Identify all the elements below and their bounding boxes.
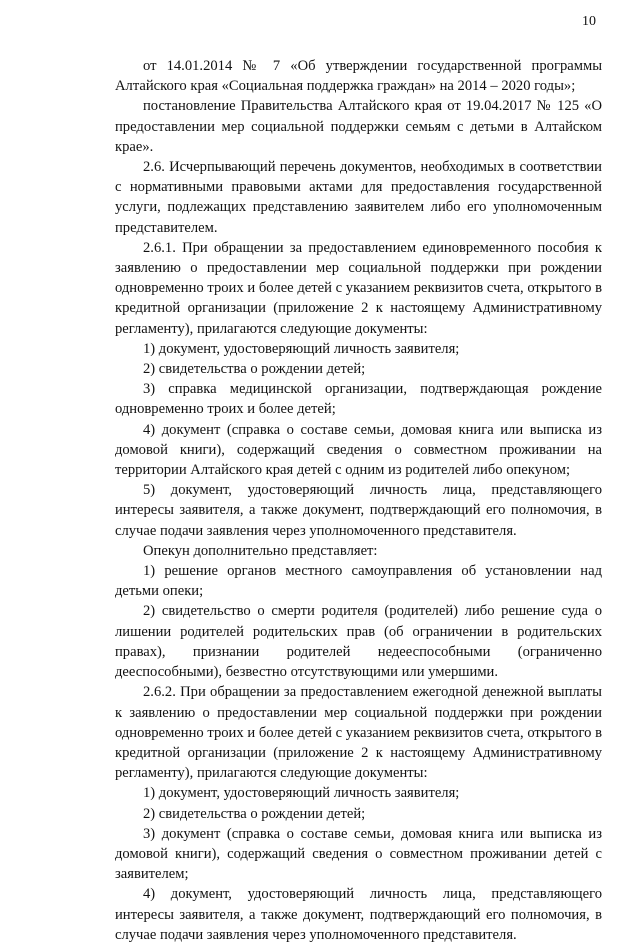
list-item: 3) документ (справка о составе семьи, домовая книга или выписка из домовой книги), содержащий сведения о совместном проживании детей с заявителем; [115,825,602,883]
list-item: 2) свидетельства о рождении детей; [143,805,366,822]
paragraph: постановление Правительства Алтайского края от 19.04.2017 № 125 «О предоставлении мер социальной поддержки семьям с детьми в Алтайском крае». [115,98,602,155]
paragraph: 2.6.2. При обращении за предоставлением ежегодной денежной выплаты к заявлению о предоставлении мер социальной поддержки при рождении одновременно троих и более детей с указанием реквизитов счета, открытого в кредитной организации (приложение 2 к настоящему Административному регламенту), прилагаются следующие документы: [115,684,602,782]
list-item: 4) документ, удостоверяющий личность лица, представляющего интересы заявителя, а также документ, подтверждающий его полномочия, в случае подачи заявления через уполномоченного представителя. [115,886,602,943]
list-item: 2) свидетельство о смерти родителя (родителей) либо решение суда о лишении родителей родительских прав (об ограничении в родительских правах), признании родителей недееспособными (ограниченно дееспособными), безвестно отсутствующими или умершими. [115,603,602,681]
list-item: 1) документ, удостоверяющий личность заявителя; [143,785,460,802]
document-body [115,56,602,945]
list-item: 3) справка медицинской организации, подтверждающая рождение одновременно троих и более детей; [115,381,602,418]
paragraph: 2.6.1. При обращении за предоставлением единовременного пособия к заявлению о предоставлении мер социальной поддержки при рождении одновременно троих и более детей с указанием реквизитов счета, открытого в кредитной организации (приложение 2 к настоящему Административному регламенту), прилагаются следующие документы: [115,239,602,337]
paragraph: от 14.01.2014 № 7 «Об утверждении государственной программы Алтайского края «Социальная поддержка граждан» на 2014 – 2020 годы»; [115,58,602,95]
list-item: 1) решение органов местного самоуправления об установлении над детьми опеки; [115,563,602,600]
paragraph: 2.6. Исчерпывающий перечень документов, необходимых в соответствии с нормативными правовыми актами для предоставления государственной услуги, подлежащих представлению заявителем либо его уполномоченным представителем. [115,159,602,236]
page-number: 10 [582,14,596,29]
list-item: 5) документ, удостоверяющий личность лица, представляющего интересы заявителя, а также документ, подтверждающий его полномочия, в случае подачи заявления через уполномоченного представителя. [115,482,602,539]
paragraph: Опекун дополнительно представляет: [143,542,378,559]
list-item: 4) документ (справка о составе семьи, домовая книга или выписка из домовой книги), содержащий сведения о совместном проживании на территории Алтайского края детей с одним из родителей либо опекуном; [115,421,602,479]
list-item: 1) документ, удостоверяющий личность заявителя; [143,340,460,357]
list-item: 2) свидетельства о рождении детей; [143,361,366,378]
